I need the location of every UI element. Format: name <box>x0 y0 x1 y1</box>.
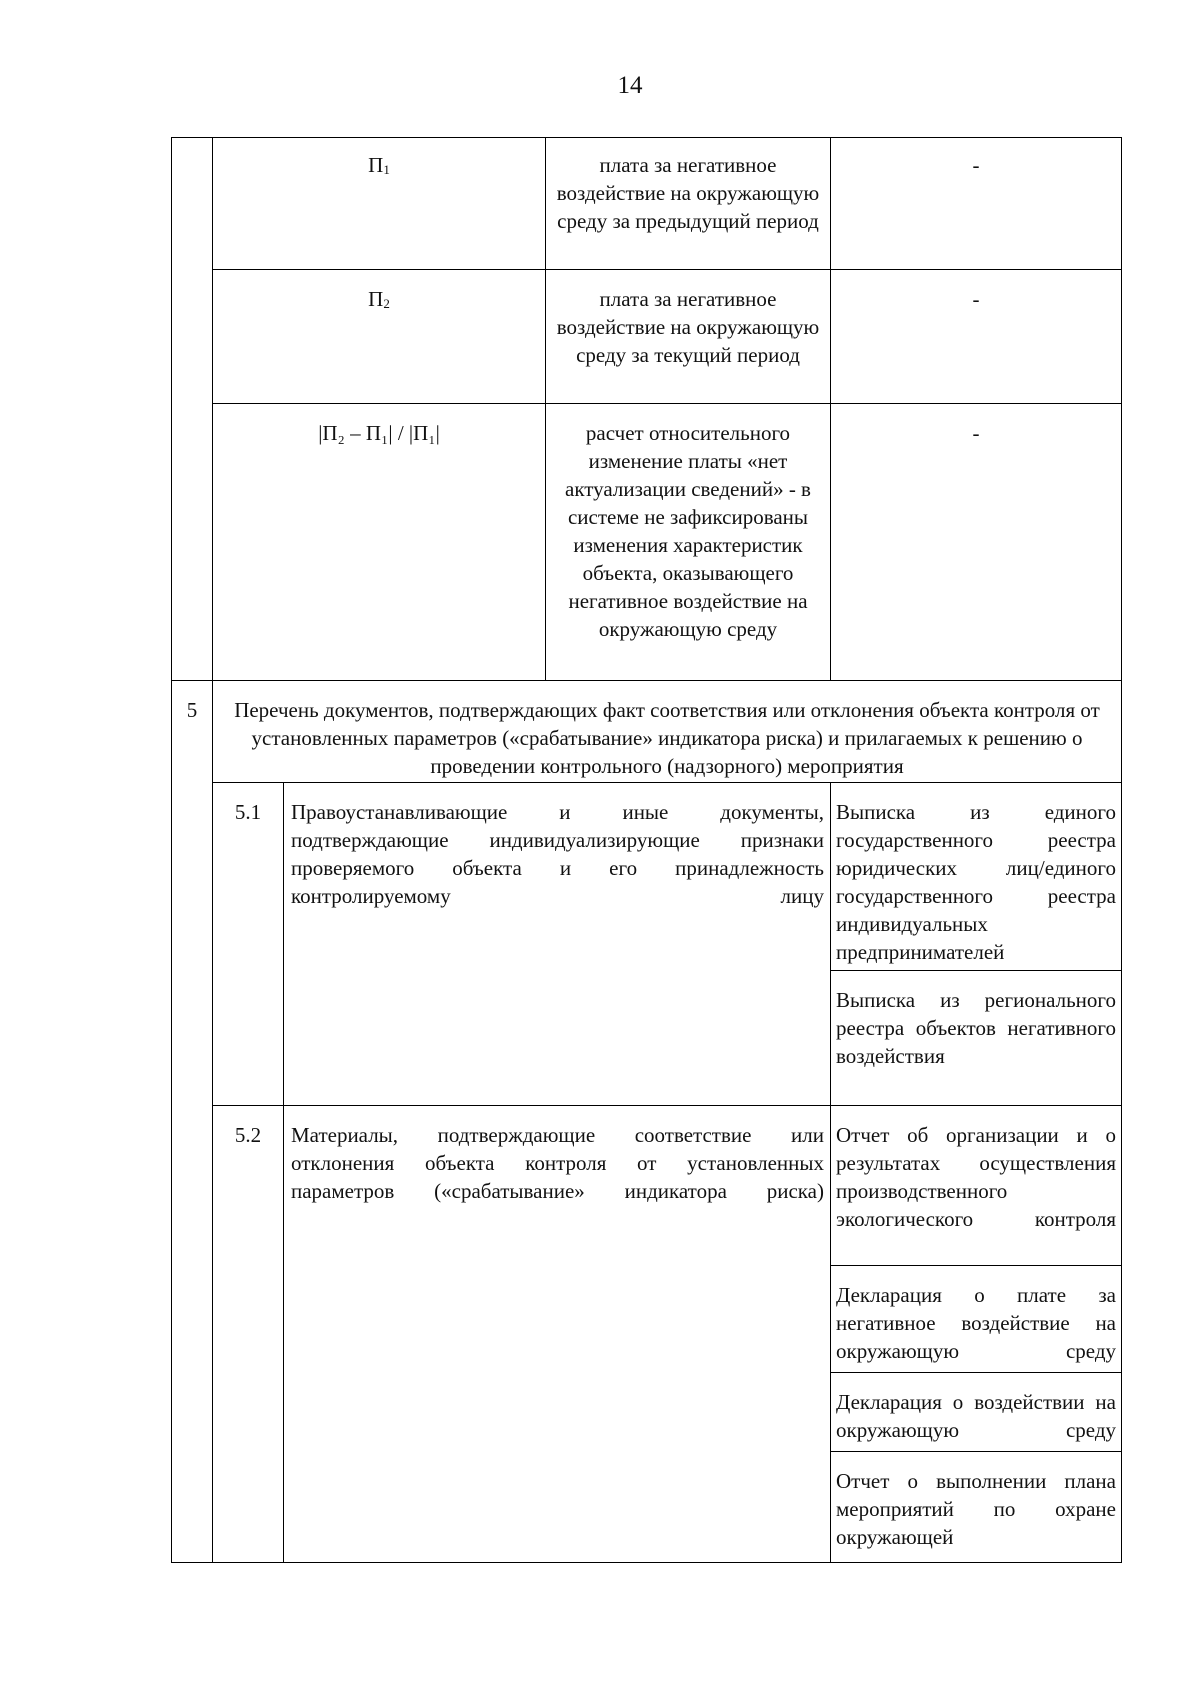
section-number: 5 <box>186 698 198 722</box>
column-divider-number <box>212 137 213 1563</box>
column-divider-description <box>545 137 546 680</box>
document-entry: Декларация о плате за негативное воздействие на окружающую среду <box>836 1283 1116 1363</box>
symbol-subscript: 2 <box>383 296 390 311</box>
doc-divider <box>830 1265 1122 1266</box>
document-entry: Отчет об организации и о результатах осуществления производственного экологического контроля <box>836 1123 1116 1231</box>
symbol-subscript: 1 <box>383 162 390 177</box>
table-top-border <box>171 137 1122 138</box>
indicator-table <box>171 137 1122 1563</box>
row-divider <box>171 680 1122 681</box>
table-left-border <box>171 137 172 1563</box>
document-entry: Отчет о выполнении плана мероприятий по охране окружающей <box>836 1469 1116 1549</box>
document-entry: Декларация о воздействии на окружающую среду <box>836 1390 1116 1442</box>
table-bottom-border <box>171 1562 1122 1563</box>
doc-divider <box>830 1372 1122 1373</box>
indicator-value: - <box>972 153 980 177</box>
doc-divider <box>830 1451 1122 1452</box>
item-number: 5.2 <box>234 1123 262 1147</box>
row-divider <box>212 782 1122 783</box>
section-title: Перечень документов, подтверждающих факт соответствия или отклонения объекта контроля от установленных параметров («срабатывание» индикатора риска) и прилагаемых к решению о проведении контрольного (надзорного) мероприятия <box>234 698 1100 778</box>
row-divider <box>212 1105 1122 1106</box>
page-number: 14 <box>617 72 643 99</box>
indicator-description: расчет относительного изменение платы «нет актуализации сведений» - в системе не зафиксированы изменения характеристик объекта, оказывающего негативное воздействие на окружающую среду <box>565 421 811 641</box>
document-entry: Выписка из единого государственного реестра юридических лиц/единого государственного реестра индивидуальных предпринимателей <box>836 800 1116 964</box>
row-divider <box>212 403 1122 404</box>
indicator-symbol: П2 <box>368 287 390 311</box>
item-text: Материалы, подтверждающие соответствие или отклонения объекта контроля от установленных параметров («срабатывание» индикатора риска) <box>291 1123 824 1203</box>
indicator-symbol: П1 <box>368 153 390 177</box>
indicator-description: плата за негативное воздействие на окружающую среду за текущий период <box>556 287 820 367</box>
row-divider <box>212 269 1122 270</box>
doc-divider <box>830 970 1122 971</box>
item-text: Правоустанавливающие и иные документы, подтверждающие индивидуализирующие признаки проверяемого объекта и его принадлежность контролируемому лицу <box>291 800 824 908</box>
indicator-formula: |П₂ – П₁| / |П₁| <box>318 421 440 445</box>
column-divider-documents <box>830 782 831 1563</box>
item-number: 5.1 <box>234 800 262 824</box>
column-divider-subnumber <box>283 782 284 1563</box>
document-entry: Выписка из регионального реестра объектов негативного воздействия <box>836 988 1116 1068</box>
indicator-value: - <box>972 421 980 445</box>
column-divider-value <box>830 137 831 680</box>
indicator-value: - <box>972 287 980 311</box>
table-right-border <box>1121 137 1122 1563</box>
indicator-description: плата за негативное воздействие на окружающую среду за предыдущий период <box>556 153 820 233</box>
